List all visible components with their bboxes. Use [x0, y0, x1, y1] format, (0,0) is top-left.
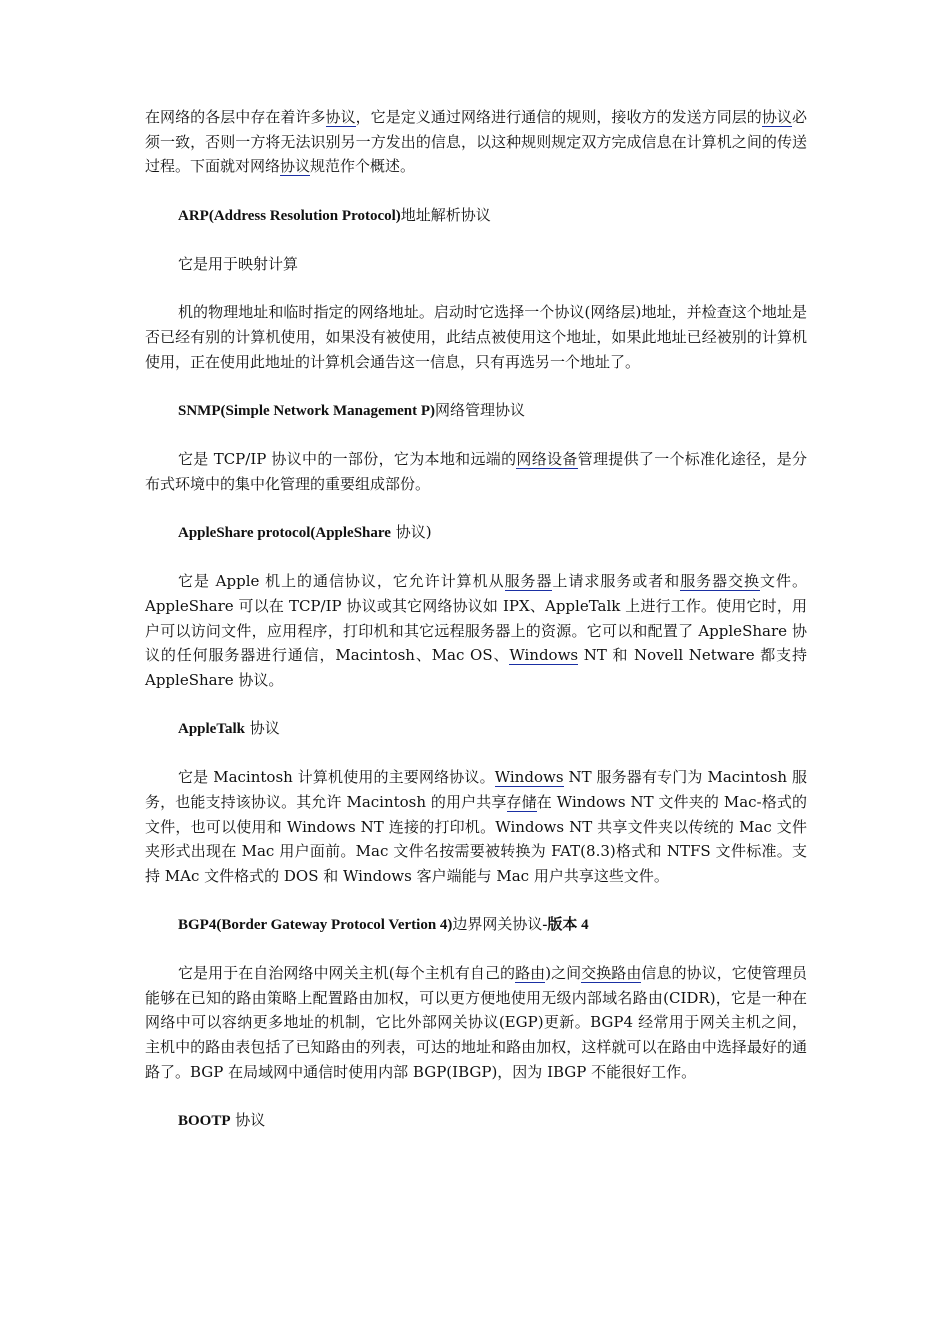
appleshare-heading-bold: AppleShare protocol(AppleShare: [178, 525, 391, 542]
link-server-exchange[interactable]: 服务器交换: [680, 572, 761, 591]
appleshare-text-1: 它是 Apple 机上的通信协议，它允许计算机从: [178, 572, 505, 591]
intro-text-2: ，它是定义通过网络进行通信的规则，接收方的发送方同层的: [355, 108, 762, 126]
snmp-heading: [145, 398, 807, 423]
link-storage[interactable]: 存储: [506, 792, 537, 811]
link-network-device[interactable]: 网络设备: [516, 450, 578, 469]
bgp4-text-3: 信息的协议，它使管理员能够在已知的路由策略上配置路由加权，可以更方便地使用无级内部域名路由(CIDR)，它是一种在网络中可以容纳更多地址的机制，它比外部网关协议(EGP)更新。BGP4 经常用于网关主机之间，主机中的路由表包括了已知路由的列表，可达的地址和路由加权，这样就可以在路由中选择最好的通路了。BGP 在局域网中通信时使用内部 BGP(IBGP)，因为 IBGP 不能很好工作。: [145, 964, 807, 1081]
bootp-heading: [145, 1108, 807, 1133]
link-protocol-3[interactable]: 协议: [280, 157, 311, 176]
arp-heading-rest: 地址解析协议: [400, 205, 491, 224]
bgp4-heading: [145, 912, 807, 937]
link-exchange-routing[interactable]: 交换路由: [581, 964, 642, 983]
appletalk-heading-rest: 协议: [244, 719, 280, 738]
appleshare-text-2: 上请求服务或者和: [552, 572, 681, 591]
appletalk-text-3: 在 Windows NT 文件夹的 Mac-格式的文件，也可以使用和 Windows NT 连接的打印机。Windows NT 共享文件夹以传统的 Mac 文件夹形式出现在 Mac 用户面前。Mac 文件名按需要被转换为 FAT(8.3)格式和 NTFS 文件标准。支持 MAc 文件格式的 DOS 和 Windows 客户端能与 Mac 用户共享这些文件。: [145, 792, 807, 885]
appleshare-paragraph: [145, 569, 807, 692]
bgp4-heading-rest: 边界网关协议: [452, 915, 543, 934]
appletalk-heading: [145, 716, 807, 741]
appleshare-heading: [145, 520, 807, 545]
appletalk-heading-bold: AppleTalk: [178, 721, 245, 738]
appletalk-text-2: NT 服务器有专门为 Macintosh 服务，也能支持该协议。其允许 Macintosh 的用户共享: [145, 768, 807, 811]
snmp-text-2: 管理提供了一个标准化途径，是分布式环境中的集中化管理的重要组成部份。: [145, 450, 807, 493]
intro-paragraph: [145, 105, 807, 179]
link-windows-2[interactable]: Windows: [494, 768, 564, 787]
intro-text-4: 规范作个概述。: [310, 157, 416, 176]
arp-heading-bold: ARP(Address Resolution Protocol): [178, 207, 401, 224]
bgp4-text-1: 它是用于在自治网络中网关主机(每个主机有自己的: [178, 964, 516, 983]
bgp4-heading-tail: -版本 4: [542, 917, 589, 934]
snmp-heading-bold: SNMP(Simple Network Management P): [178, 403, 436, 420]
bootp-heading-rest: 协议: [230, 1111, 266, 1130]
appleshare-text-4: NT 和 Novell Netware 都支持 AppleShare 协议。: [145, 646, 807, 689]
link-server[interactable]: 服务器: [504, 572, 553, 591]
appleshare-heading-rest: 协议): [390, 523, 432, 542]
bootp-heading-bold: BOOTP: [178, 1113, 231, 1130]
snmp-text-1: 它是 TCP/IP 协议中的一部份，它为本地和远端的: [178, 450, 517, 469]
appleshare-text-3: 文件。AppleShare 可以在 TCP/IP 协议或其它网络协议如 IPX、AppleTalk 上进行工作。使用它时，用户可以访问文件，应用程序，打印机和其它远程服务器上的资源。它可以和配置了 AppleShare 协议的任何服务器进行通信，Macintosh、Mac OS、: [145, 572, 807, 665]
intro-text-1: 在网络的各层中存在着许多: [145, 108, 326, 126]
bgp4-text-2: )之间: [545, 964, 582, 983]
arp-paragraph-2: 机的物理地址和临时指定的网络地址。启动时它选择一个协议(网络层)地址，并检查这个地址是否已经有别的计算机使用，如果没有被使用，此结点被使用这个地址，如果此地址已经被别的计算机使用，正在使用此地址的计算机会通告这一信息，只有再选另一个地址了。: [145, 303, 807, 371]
intro-text-3: 必须一致，否则一方将无法识别另一方发出的信息，以这种规则规定双方完成信息在计算机之间的传送过程。下面就对网络: [145, 108, 807, 176]
bgp4-heading-bold: BGP4(Border Gateway Protocol Vertion 4): [178, 917, 453, 934]
arp-heading: [145, 203, 807, 228]
snmp-paragraph: [145, 447, 807, 496]
arp-paragraph-1: 它是用于映射计算: [178, 254, 299, 273]
link-protocol-1[interactable]: 协议: [325, 108, 356, 126]
appletalk-paragraph: [145, 765, 807, 888]
link-routing[interactable]: 路由: [515, 964, 546, 983]
bgp4-paragraph: [145, 961, 807, 1084]
appletalk-text-1: 它是 Macintosh 计算机使用的主要网络协议。: [178, 768, 495, 787]
link-protocol-2[interactable]: 协议: [761, 108, 792, 126]
snmp-heading-rest: 网络管理协议: [435, 401, 526, 420]
link-windows-1[interactable]: Windows: [509, 646, 579, 665]
document-body: [145, 105, 807, 1157]
